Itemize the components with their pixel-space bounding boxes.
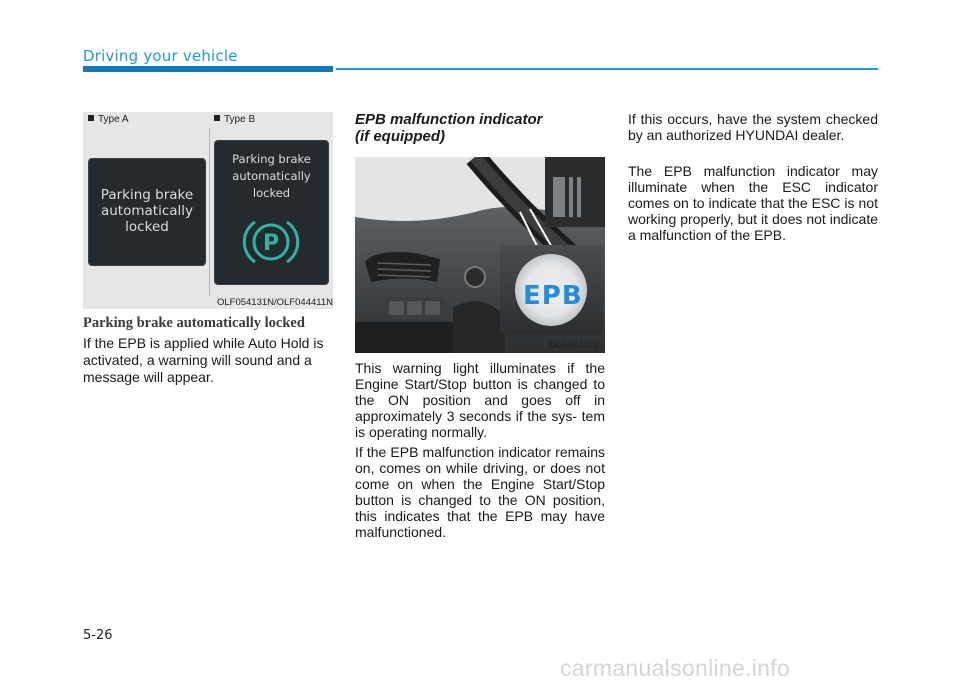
- display-type-a: [88, 158, 206, 266]
- figure1-image-code: OLF054131N/OLF044411N: [216, 297, 333, 308]
- type-b-text: Type B: [224, 114, 256, 125]
- svg-text:P: P: [262, 231, 280, 256]
- square-bullet-icon: [214, 115, 220, 121]
- dashboard-illustration: [355, 157, 605, 353]
- header-rule-light: [336, 68, 878, 70]
- section-title: Driving your vehicle: [83, 47, 238, 65]
- epb-malfunction-heading: EPB malfunction indicator (if equipped): [355, 111, 543, 145]
- figure-epb-indicator: [355, 157, 605, 353]
- right-paragraph-1: If this occurs, have the system checked by an authorized HYUNDAI dealer.: [628, 111, 878, 143]
- left-body-text: If the EPB is applied while Auto Hold is activated, a warning will sound and a message will appear.: [83, 335, 324, 385]
- right-paragraph-2: The EPB malfunction indicator may illuminate when the ESC indicator comes on to indicate that the ESC is not working properly, but it does not indicate a malfunction of the EPB.: [628, 163, 878, 243]
- type-b-label: [214, 114, 255, 125]
- left-heading: Parking brake automatically locked: [83, 315, 305, 331]
- display-b-message: Parking brake automatically locked: [232, 152, 311, 200]
- type-a-label: [88, 114, 129, 125]
- epb-paragraph-1: This warning light illuminates if the Engine Start/Stop button is changed to the ON position and goes off in approximately 3 seconds if the sys- tem is operating normally.: [355, 360, 605, 440]
- figure-parking-brake-message: [83, 112, 333, 309]
- page-number: 5-26: [83, 628, 113, 643]
- epb-paragraph-2: If the EPB malfunction indicator remains on, comes on while driving, or does not come on when the Engine Start/Stop button is changed to the ON position, this indicates that the EPB may have malfunctioned.: [355, 444, 605, 540]
- display-type-b: [214, 140, 329, 285]
- type-a-text: Type A: [98, 114, 129, 125]
- square-bullet-icon: [88, 115, 94, 121]
- parking-brake-icon: [241, 216, 301, 268]
- figure-divider: [209, 128, 210, 296]
- epb-warning-icon: EPB: [523, 281, 583, 311]
- watermark: carmanualsonline.info: [560, 655, 791, 681]
- display-a-message: Parking brake automatically locked: [100, 187, 194, 235]
- figure2-image-code: OLF054022: [548, 340, 599, 351]
- header-rule-dark: [83, 66, 333, 72]
